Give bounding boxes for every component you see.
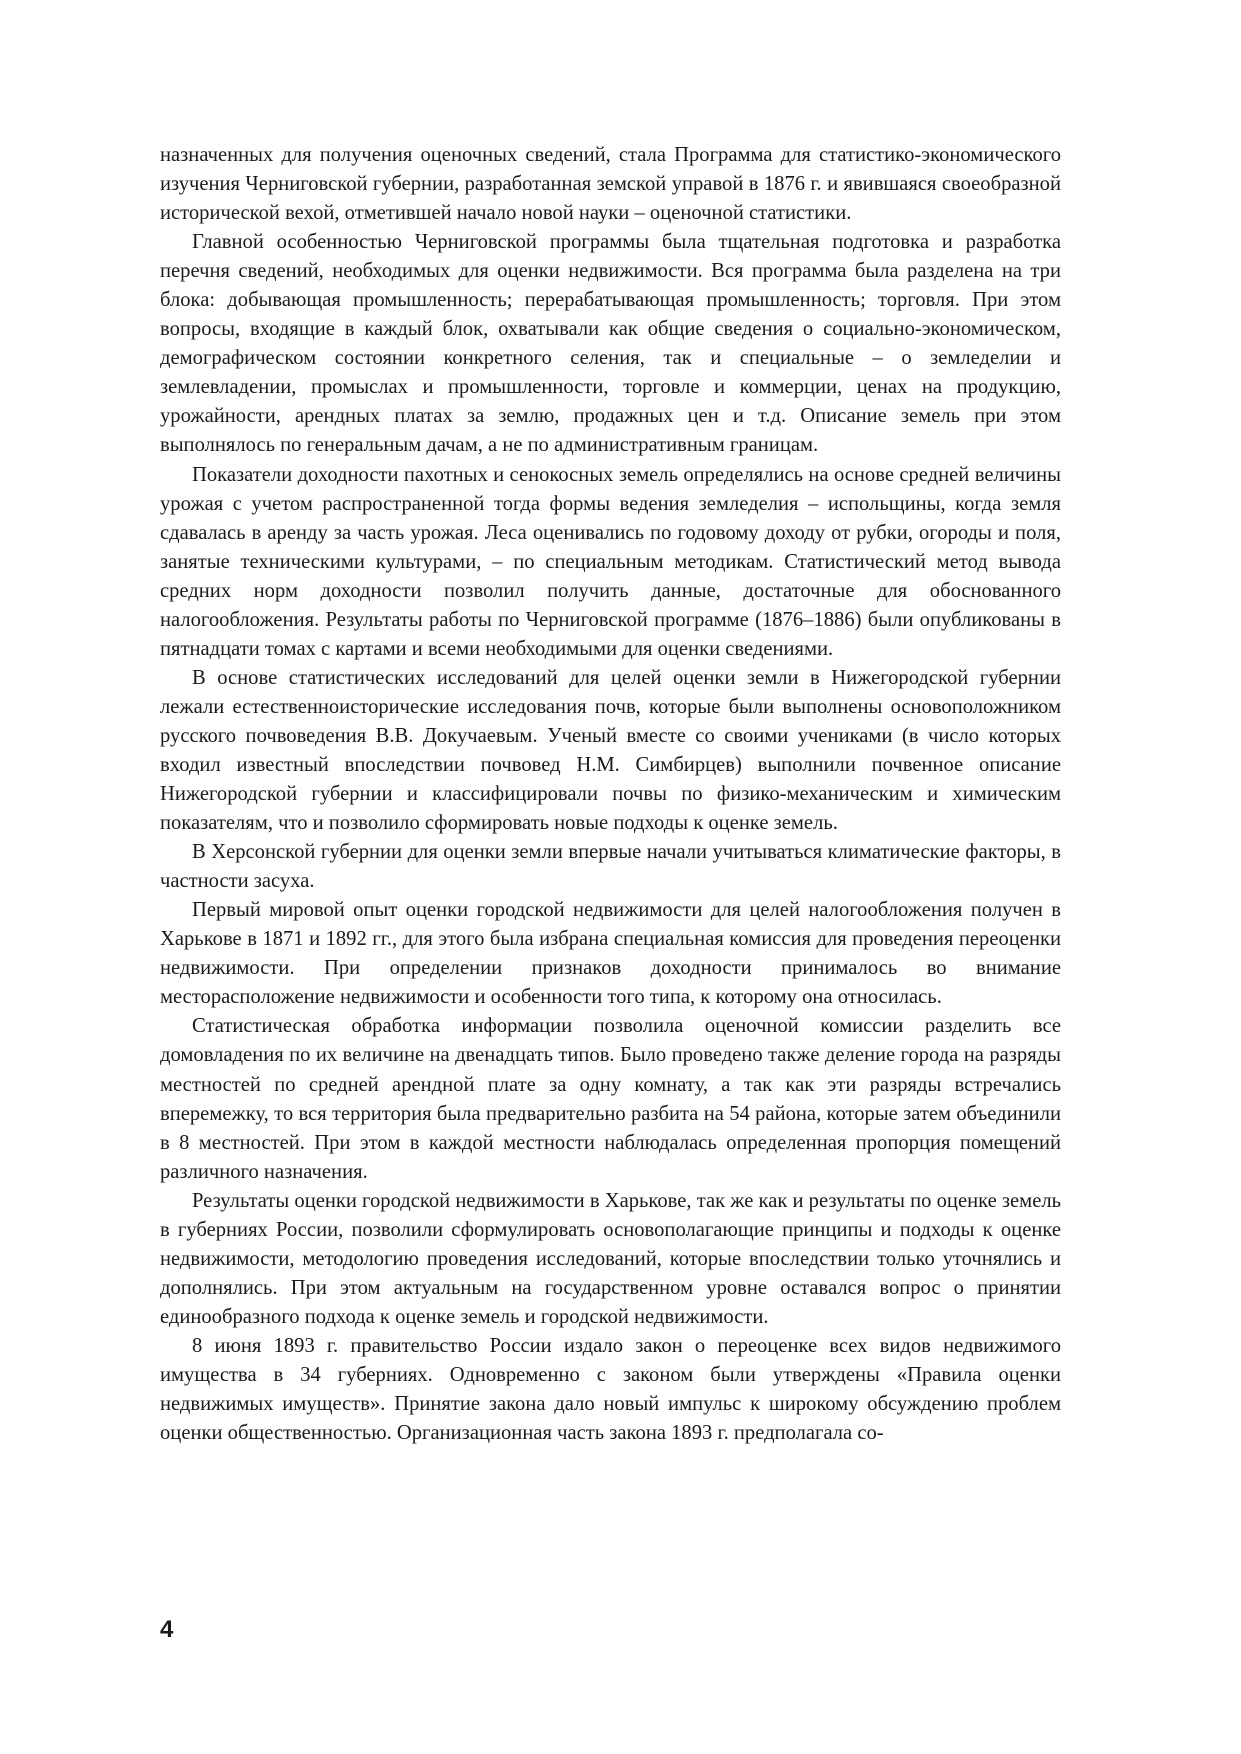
paragraph: В основе статистических исследований для целей оценки земли в Нижегородской губернии лежали естественноисторические исследования почв, которые были выполнены основоположником русского почвоведения В.В. Докучаевым. Ученый вместе со своими учениками (в число которых входил известный впоследствии почвовед Н.М. Симбирцев) выполнили почвенное описание Нижегородской губернии и классифицировали почвы по физико-механическим и химическим показателям, что и позволило сформировать новые подходы к оценке земель. — [160, 666, 1061, 835]
paragraph: В Херсонской губернии для оценки земли впервые начали учитываться климатические факторы, в частности засуха. — [160, 841, 1061, 893]
paragraph: Главной особенностью Черниговской программы была тщательная подготовка и разработка перечня сведений, необходимых для оценки недвижимости. Вся программа была разделена на три блока: добывающая промышленность; перерабатывающая промышленность; торговля. При этом вопросы, входящие в каждый блок, охватывали как общие сведения о социально-экономическом, демографическом состоянии конкретного селения, так и специальные – о земледелии и землевладении, промыслах и промышленности, торговле и коммерции, ценах на продукцию, урожайности, арендных платах за землю, продажных цен и т.д. Описание земель при этом выполнялось по генеральным дачам, а не по административным границам. — [160, 231, 1061, 457]
page-number: 4 — [160, 1616, 174, 1643]
paragraph: Результаты оценки городской недвижимости в Харькове, так же как и результаты по оценке земель в губерниях России, позволили сформулировать основополагающие принципы и подходы к оценке недвижимости, методологию проведения исследований, которые впоследствии только уточнялись и дополнялись. При этом актуальным на государственном уровне оставался вопрос о принятии единообразного подхода к оценке земель и городской недвижимости. — [160, 1189, 1062, 1328]
paragraph: Статистическая обработка информации позволила оценочной комиссии разделить все домовладения по их величине на двенадцать типов. Было проведено также деление города на разряды местностей по средней арендной плате за одну комнату, а так как эти разряды встречались вперемежку, то вся территория была предварительно разбита на 54 района, которые затем объединили в 8 местностей. При этом в каждой местности наблюдалась определенная пропорция помещений различного назначения. — [160, 1015, 1061, 1183]
paragraph: 8 июня 1893 г. правительство России издало закон о переоценке всех видов недвижимого имущества в 34 губерниях. Одновременно с законом были утверждены «Правила оценки недвижимых имуществ». Принятие закона дало новый импульс к широкому обсуждению проблем оценки общественностью. Организационная часть закона 1893 г. предполагала со- — [160, 1334, 1061, 1445]
body-text — [160, 141, 1061, 1448]
paragraph: Первый мировой опыт оценки городской недвижимости для целей налогообложения получен в Харькове в 1871 и 1892 гг., для этого была избрана специальная комиссия для проведения переоценки недвижимости. При определении признаков доходности принималось во внимание месторасположение недвижимости и особенности того типа, к которому она относилась. — [160, 899, 1061, 1009]
paragraph-continued: назначенных для получения оценочных сведений, стала Программа для статистико-экономического изучения Черниговской губернии, разработанная земской управой в 1876 г. и явившаяся своеобразной исторической вехой, отметившей начало новой науки – оценочной статистики. — [160, 144, 1061, 225]
paragraph: Показатели доходности пахотных и сенокосных земель определялись на основе средней величины урожая с учетом распространенной тогда формы ведения земледелия – испольщины, когда земля сдавалась в аренду за часть урожая. Леса оценивались по годовому доходу от рубки, огороды и поля, занятые техническими культурами, – по специальным методикам. Статистический метод вывода средних норм доходности позволил получить данные, достаточные для обоснованного налогообложения. Результаты работы по Черниговской программе (1876–1886) были опубликованы в пятнадцати томах с картами и всеми необходимыми для оценки сведениями. — [160, 463, 1061, 660]
